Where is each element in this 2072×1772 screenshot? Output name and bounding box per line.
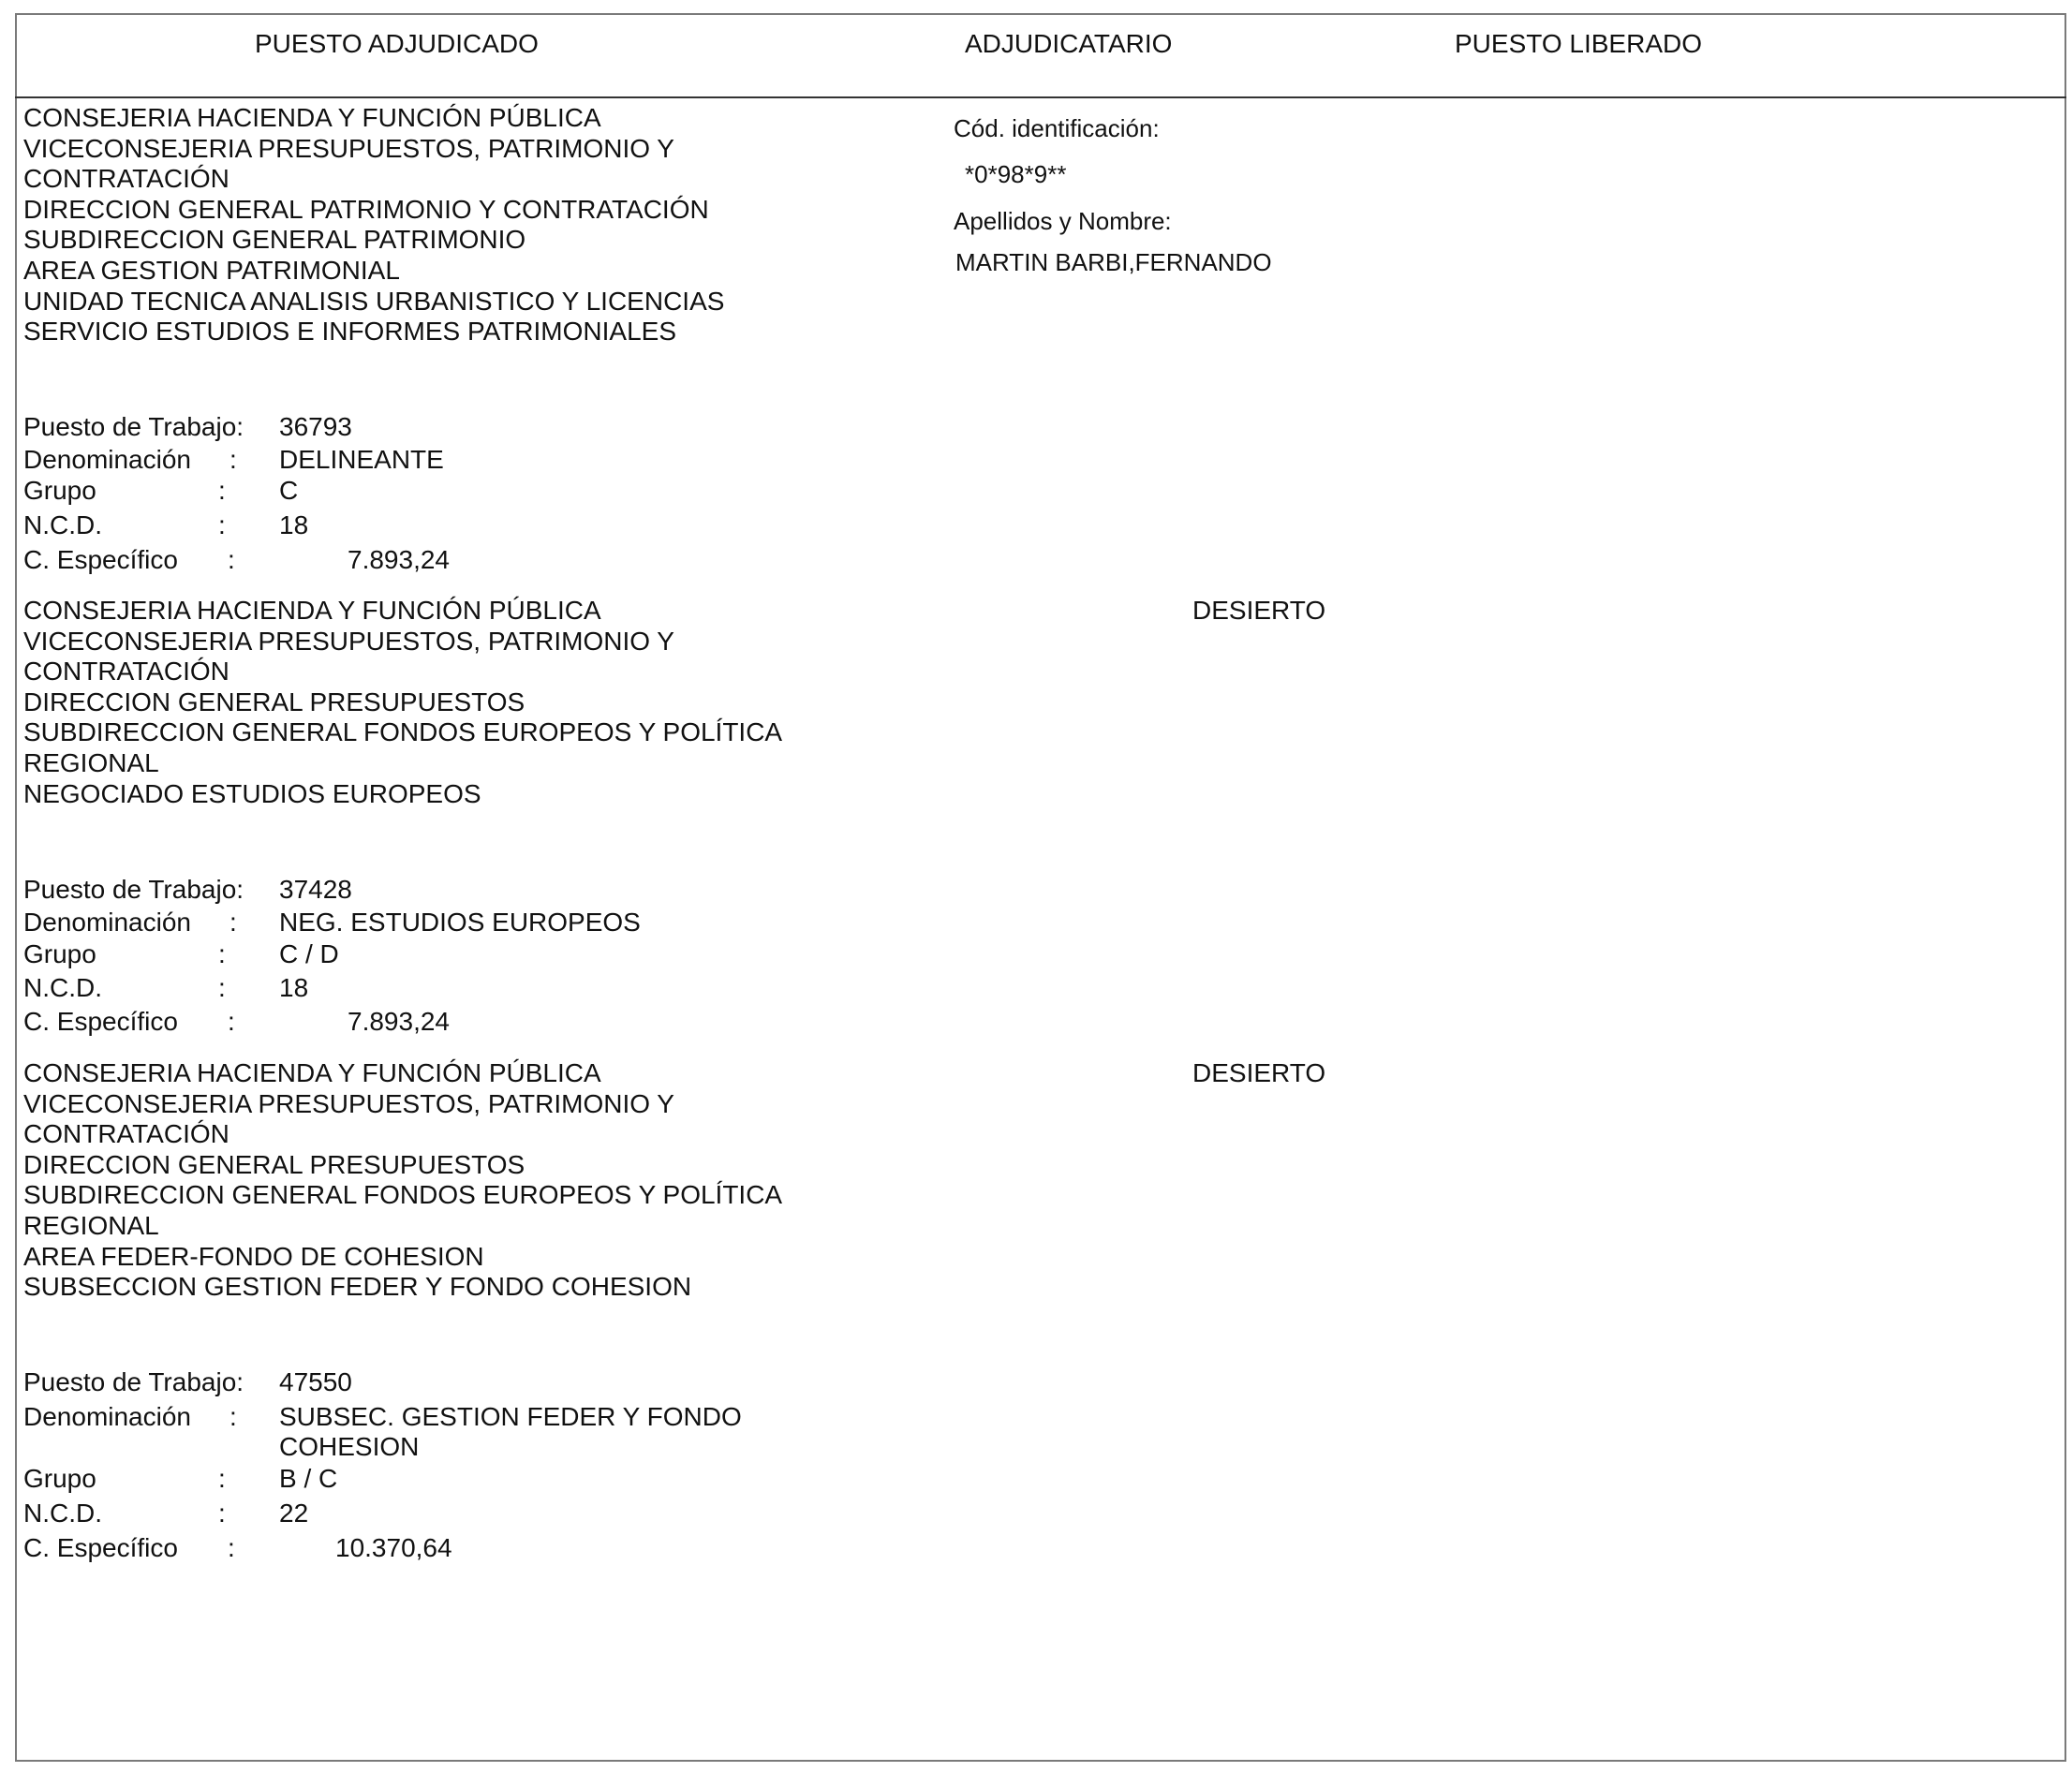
colon: : [228,1533,235,1562]
ncd-label: N.C.D. [23,1499,102,1528]
org-line: NEGOCIADO ESTUDIOS EUROPEOS [23,778,481,808]
org-line: VICECONSEJERIA PRESUPUESTOS, PATRIMONIO Y [23,1088,674,1118]
ncd-value: 22 [279,1499,309,1528]
denominacion-value-line-2: COHESION [279,1432,420,1461]
entry-1-org-block [23,103,724,347]
colon: : [228,1007,235,1036]
org-line: SUBDIRECCION GENERAL FONDOS EUROPEOS Y POLÍTICA [23,1180,783,1210]
grupo-value: B / C [279,1464,338,1493]
header-puesto-adjudicado: PUESTO ADJUDICADO [255,29,539,58]
header-divider [15,96,2066,98]
colon: : [218,1464,226,1493]
grupo-label: Grupo [23,939,96,968]
status-desierto: DESIERTO [1192,596,1326,625]
entry-2-org-block [23,596,782,809]
puesto-label: Puesto de Trabajo: [23,875,244,904]
org-line: AREA FEDER-FONDO DE COHESION [23,1241,484,1271]
org-line: DIRECCION GENERAL PRESUPUESTOS [23,1149,525,1179]
colon: : [229,908,237,937]
grupo-label: Grupo [23,476,96,505]
org-line: SUBSECCION GESTION FEDER Y FONDO COHESION [23,1272,692,1302]
especifico-value: 10.370,64 [335,1533,452,1562]
grupo-value: C [279,476,299,505]
grupo-label: Grupo [23,1464,96,1493]
colon: : [218,476,226,505]
colon: : [229,1402,237,1431]
org-line: REGIONAL [23,747,159,777]
ncd-value: 18 [279,510,309,539]
especifico-label: C. Específico [23,545,178,574]
header-puesto-liberado: PUESTO LIBERADO [1455,29,1703,58]
denominacion-label: Denominación [23,445,191,474]
org-line: AREA GESTION PATRIMONIAL [23,255,400,285]
org-line: DIRECCION GENERAL PATRIMONIO Y CONTRATACIÓN [23,194,709,224]
org-line: VICECONSEJERIA PRESUPUESTOS, PATRIMONIO Y [23,133,674,163]
cod-identificacion-value: *0*98*9** [965,160,1067,188]
colon: : [218,973,226,1002]
ncd-label: N.C.D. [23,973,102,1002]
colon: : [218,510,226,539]
org-line: SUBDIRECCION GENERAL PATRIMONIO [23,225,526,255]
denominacion-label: Denominación [23,908,191,937]
org-line: SUBDIRECCION GENERAL FONDOS EUROPEOS Y POLÍTICA [23,717,783,747]
especifico-value: 7.893,24 [348,545,450,574]
ncd-value: 18 [279,973,309,1002]
puesto-value: 47550 [279,1367,352,1396]
puesto-label: Puesto de Trabajo: [23,1367,244,1396]
puesto-label: Puesto de Trabajo: [23,412,244,441]
especifico-label: C. Específico [23,1007,178,1036]
org-line: CONSEJERIA HACIENDA Y FUNCIÓN PÚBLICA [23,596,601,625]
cod-identificacion-label: Cód. identificación: [954,114,1160,142]
denominacion-label: Denominación [23,1402,191,1431]
header-adjudicatario: ADJUDICATARIO [965,29,1173,58]
denominacion-value: DELINEANTE [279,445,444,474]
org-line: DIRECCION GENERAL PRESUPUESTOS [23,687,525,716]
denominacion-value: SUBSEC. GESTION FEDER Y FONDO [279,1402,742,1431]
colon: : [228,545,235,574]
org-line: CONTRATACIÓN [23,1119,229,1149]
org-line: CONTRATACIÓN [23,164,229,194]
apellidos-nombre-label: Apellidos y Nombre: [954,207,1172,235]
colon: : [229,445,237,474]
puesto-value: 37428 [279,875,352,904]
org-line: CONSEJERIA HACIENDA Y FUNCIÓN PÚBLICA [23,1058,601,1087]
especifico-label: C. Específico [23,1533,178,1562]
grupo-value: C / D [279,939,339,968]
ncd-label: N.C.D. [23,510,102,539]
entry-3-org-block [23,1058,782,1303]
org-line: REGIONAL [23,1210,159,1240]
org-line: UNIDAD TECNICA ANALISIS URBANISTICO Y LICENCIAS [23,286,725,316]
apellidos-nombre-value: MARTIN BARBI,FERNANDO [955,248,1272,276]
org-line: CONSEJERIA HACIENDA Y FUNCIÓN PÚBLICA [23,103,601,132]
colon: : [218,1499,226,1528]
colon: : [218,939,226,968]
org-line: SERVICIO ESTUDIOS E INFORMES PATRIMONIALES [23,317,677,347]
org-line: CONTRATACIÓN [23,657,229,687]
status-desierto: DESIERTO [1192,1058,1326,1087]
especifico-value: 7.893,24 [348,1007,450,1036]
org-line: VICECONSEJERIA PRESUPUESTOS, PATRIMONIO Y [23,626,674,656]
denominacion-value: NEG. ESTUDIOS EUROPEOS [279,908,641,937]
puesto-value: 36793 [279,412,352,441]
